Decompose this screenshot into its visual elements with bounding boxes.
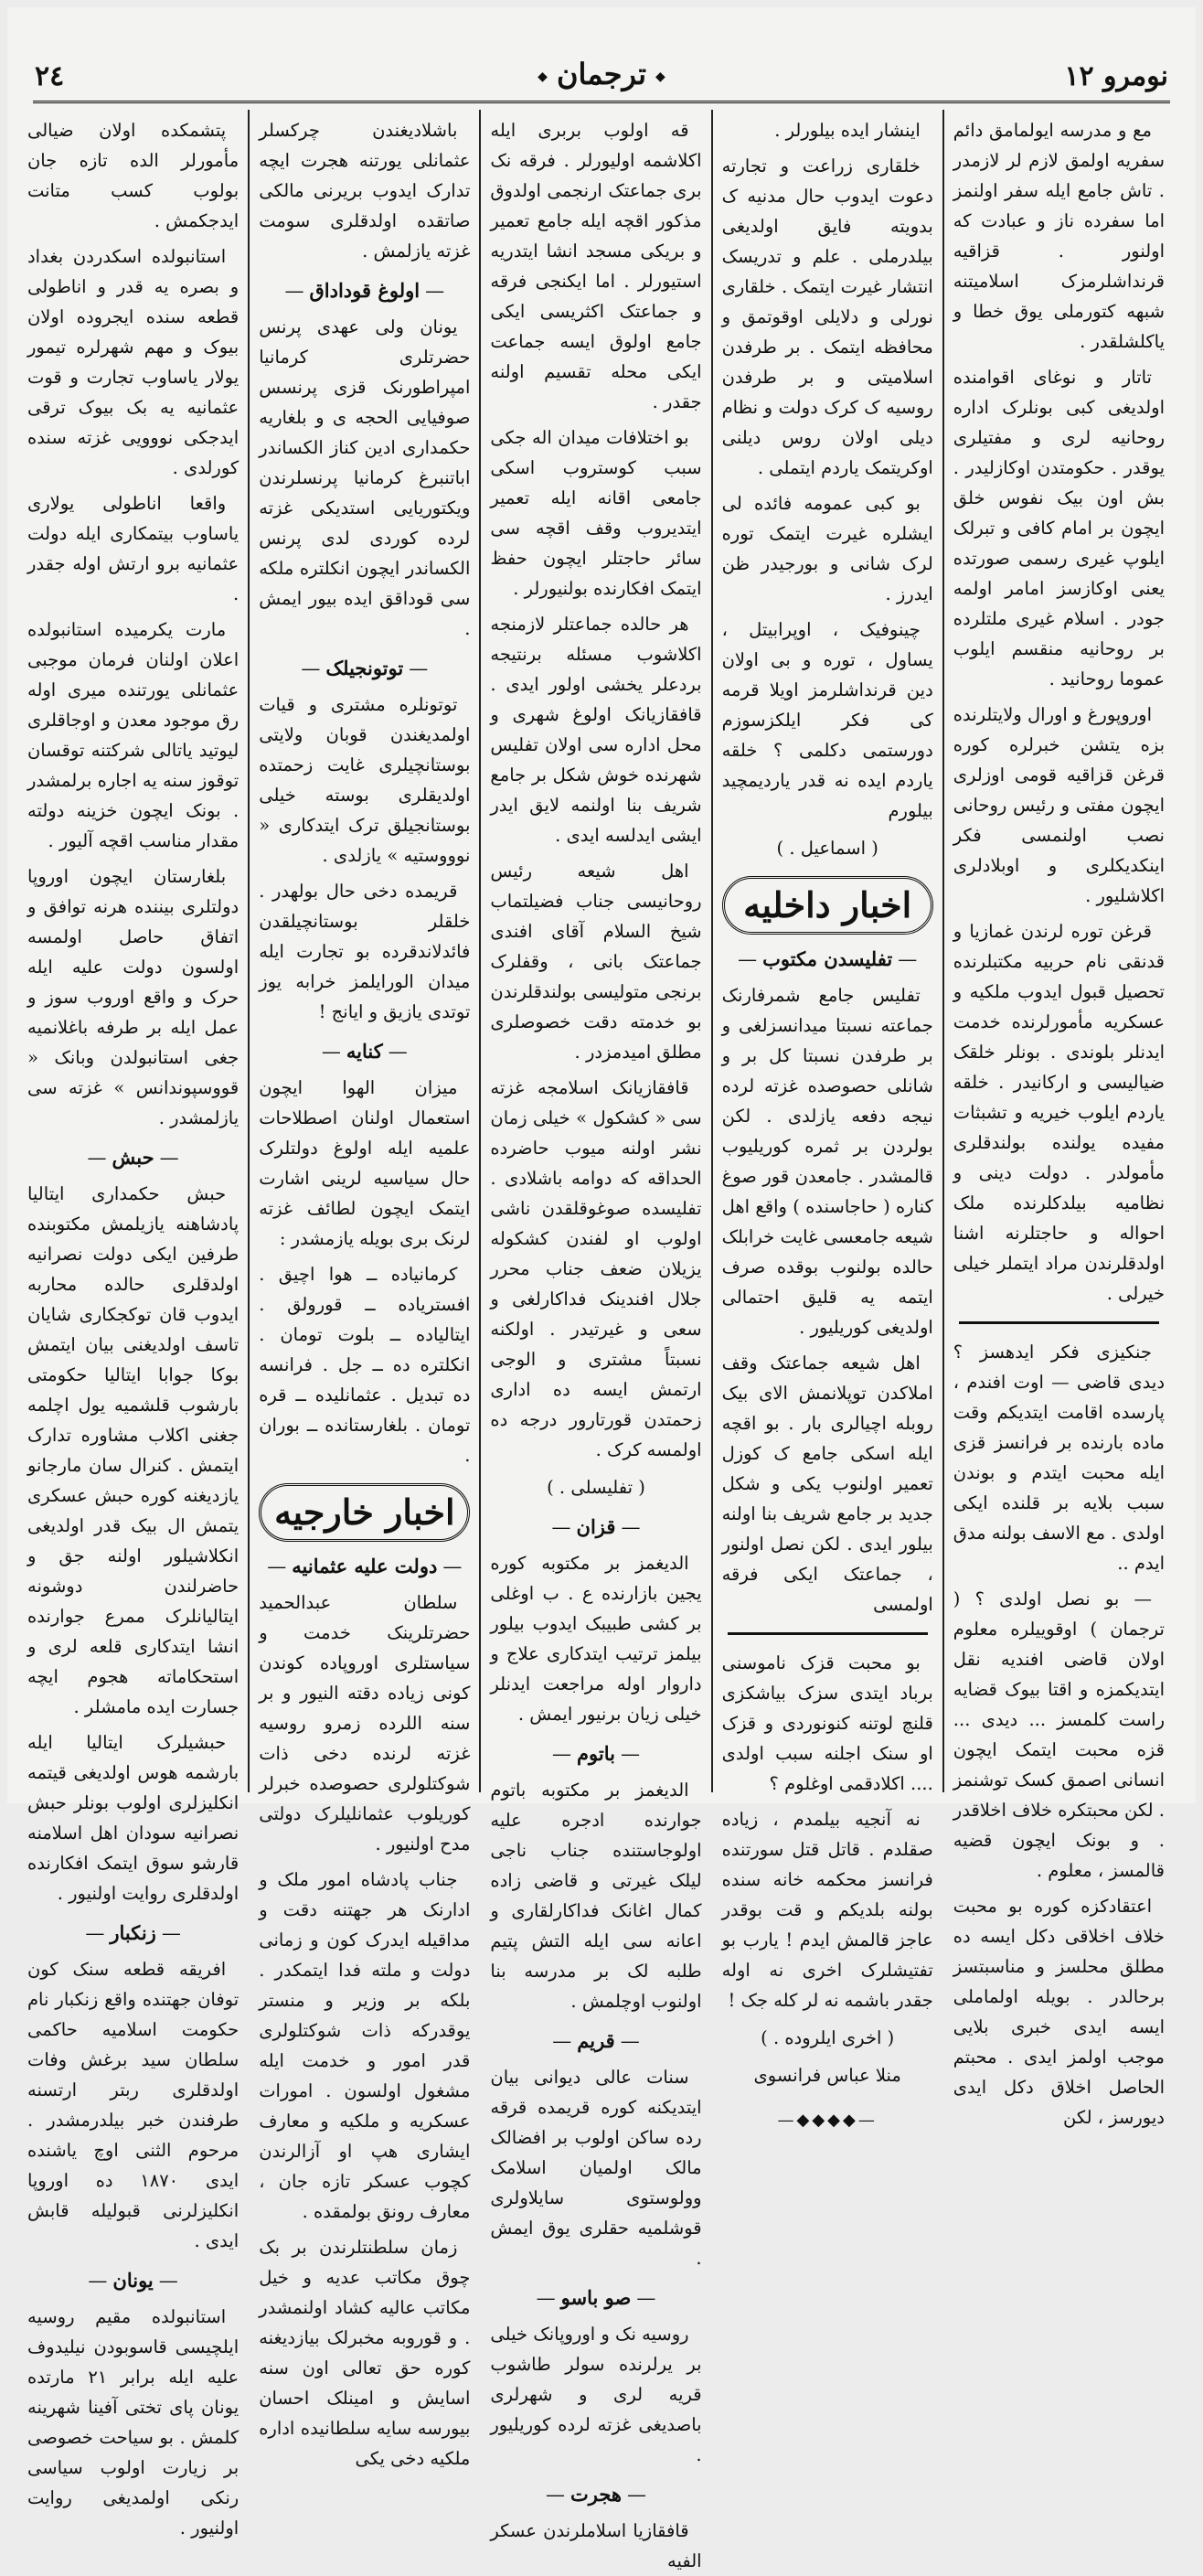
paragraph: الدیغمز بر مکتوبه کوره یجین بازارنده ع . ب اوغلی بر کشی طبیبک ایدوب بیلور بیلمز ترتیب ایتدکاری علاج و داروار اوله مراجعت ایدنلر خیلی زیان برنیور ایمش . bbox=[490, 1553, 702, 1725]
paragraph: بو محبت قزک ناموسنی برباد ایتدی سزک بیاشکزی قلنچ لوتنه کنونوردی و قزک او سنک اجلنه سبب اولدی .... اکلادقمی اوغلوم ؟ bbox=[721, 1652, 933, 1794]
page-number: ٢٤ bbox=[35, 60, 65, 92]
paragraph: سلطان عبدالحمید حضرتلرینک خدمت و سیاستلری اوروپاده کوندن کونی زیاده دقته النیور و بر سنه اللرده زمرو روسیه غزته لرنده دخی ذات شوکتلولری حصوصده خبرلر کوریلوب عثمانلیلرک دولتی مدح اولنیور . bbox=[259, 1592, 471, 1855]
section-heading: — باتوم — bbox=[490, 1738, 701, 1769]
paragraph: قه اولوب بربری ایله اکلاشمه اولیورلر . فرقه نک بری جماعتک ارنجمی اولدوق مذکور اقچه ایله جامع تعمیر و بریکی مسجد انشا ایتدریه استیورلر . اما ایکنجی فرقه و جماعتک اکثریسی ایکی جامع اولوق ایسه جماعت ایکی محله تقسیم اولنه جقدر . bbox=[490, 120, 702, 412]
section-heading: — قزان — bbox=[490, 1512, 701, 1543]
column-2 bbox=[711, 110, 942, 2130]
masthead-rule bbox=[33, 101, 1170, 103]
newspaper-page bbox=[7, 7, 1196, 2571]
signature: ( تفلیسلی . ) bbox=[547, 1477, 645, 1498]
paragraph: بو اختلافات میدان اله جکی سبب کوستروب اسکی جامعی اقانه ایله تعمیر ایتدیروب وقف اقچه سی سائر حاجتلر ایچون حفظ ایتمک افکارنده بولنیورلر . bbox=[490, 427, 702, 599]
continuation-note: ( اخری ایلروده . ) bbox=[761, 2027, 895, 2048]
paragraph: واقعا اناطولی یولاری یاساوب بیتمکاری ایله دولت عثمانیه برو ارتش اوله جقدر . bbox=[27, 493, 240, 604]
section-heading: — دولت علیه عثمانیه — bbox=[259, 1551, 470, 1582]
section-heading: — کنایه — bbox=[259, 1036, 470, 1067]
paragraph: افریقه قطعه سنک کون توفان جهتنده واقع زنکبار نام حکومت اسلامیه حاکمی سلطان سید برغش وفات اولدقلری ربتر ارتسنه طرفندن خبر بیلدرمشدر . مرحوم الثنی اوچ یاشنده ایدی ۱۸۷۰ ده اوروپا انکلیزلرنی قبولیله قابش ایدی . bbox=[27, 1959, 240, 2251]
section-heading-foreign-news: اخبار خارجیه bbox=[259, 1483, 470, 1542]
paragraph: استانبولده مقیم روسیه ایلچیسی قاسوبودن نیلیدوف علیه ایله برابر ۲۱ مارتده یونان پای تختی آفینا شهرینه کلمش . بو سیاحت خصوصی بر زیارت اولوب سیاسی رنکی اولمدیغی روایت اولنیور . bbox=[27, 2306, 240, 2539]
section-heading-domestic-news: اخبار داخلیه bbox=[722, 876, 933, 935]
divider bbox=[728, 1632, 928, 1635]
paragraph: نه آنجیه بیلمدم ، زیاده صقلدم . قاتل قتل سورتنده فرانسز محکمه خانه سنده بولنه بلدیکم و قت بوقدر عاجز قالمش ایدم ! یارب بو تفتیشلرک اخری نه اوله جقدر باشمه نه لر کله جک ! bbox=[721, 1809, 933, 2011]
paragraph: الدیغمز بر مکتوبه باتوم جوارنده ادجره علیه اولوجاستنده جناب ناجی لیلک غیرتی و قاضی زاده کمال اغانک فداکارلقاری و اعانه سی ایله التش پتیم طلبه لک بر مدرسه بنا اولنوب اوچلمش . bbox=[490, 1780, 702, 2012]
paragraph: قافقازیا اسلاملرندن عسکر الفیه bbox=[490, 2520, 702, 2571]
paragraph: مع و مدرسه ایولمامق دائم سفریه اولمق لازم لر لازمدر . تاش جامع ایله سفر اولنمز اما سفرده ناز و عبادت که اولنور . قزاقیه قرنداشلرمزک اسلامیتنه شبهه کتورملی یوق خطا و یاکلشلقدر . bbox=[953, 120, 1165, 352]
paragraph: باشلادیغندن چرکسلر عثمانلی یورتنه هجرت ایچه تدارک ایدوب بریرنی مالکی صاتقده اولدقلری سومت غزته یازلمش . bbox=[259, 120, 471, 262]
paragraph: کرمانیاده ــ هوا اچیق . افستریاده ــ قورولق . ایتالیاده ــ بلوت تومان . انکلتره ده ــ جل . فرانسه ده تبدیل . عثمانلیده ــ قره تومان . بلغارستانده ــ بوران . bbox=[259, 1264, 471, 1466]
paragraph: یونان ولی عهدی پرنس حضرتلری کرمانیا امپراطورنک قزی پرنسس صوفیایی الحجه ی و بلغاریه حکمداری ادین کناز الکساندر اباتنبرغ کرمانیا پرنسلرندن ویکتوریایی استدیکی غزته لرده کوردی لدی پرنس الکساندر ایچون انکلتره ملکه سی قوداقق ایده بیور ایمش . bbox=[259, 316, 471, 639]
paragraph: تفلیس جامع شمرفارنک جماعته نسبتا میدانسزلغی و بر طرفدن نسبتا کل بر و شانلی حصوصده غزته لرده نیجه دفعه یازلدی . لکن بولردن بر ثمره کوریلیوب قالمشدر . جامعدن قور صوغ کناره ( حاجاسنده ) واقع اهل شیعه جامعسی غایت خرابلک حالده بولنوب بوقده صرف ایتمه یه قلیق احتمالی اولدیغی کوریلیور . bbox=[721, 985, 933, 1338]
issue-number: نومرو ١٢ bbox=[1064, 60, 1168, 92]
newspaper-title: ◆ ترجمان ◆ bbox=[528, 57, 675, 91]
column-1 bbox=[942, 110, 1174, 2128]
section-heading: — هجرت — bbox=[490, 2479, 701, 2510]
paragraph: سنات عالی دیوانی بیان ایتدیکنه کوره قریمده قرقه رده ساکن اولوب بر افضالک مالک اولمیان اسلامک وولوستوی سایلاولری قوشلمیه حقلری یوق ایمش . bbox=[490, 2067, 702, 2269]
section-heading: — یونان — bbox=[27, 2265, 239, 2296]
paragraph: اعتقادکزه کوره بو محبت خلاف اخلاقی دکل ایسه ده مطلق محلسز و مناسبتسز برحالدر . بویله اولماملی ایسه ایدی خبری بلایی موجب اولمز ایدی . محبتم الحاصل اخلاق دکل ایدی دیورسز ، لکن bbox=[953, 1896, 1165, 2128]
paragraph: جنکیزی فکر ایدهسز ؟ دیدی قاضی — اوت افندم ، پارسده اقامت ایتدیکم وقت ماده بارنده بر فرانسز قزی ایله محبت ایتدم و بوندن سبب بلایه بر قلنده ایکی اولدی . مع الاسف بولنه مدق ایدم .. bbox=[953, 1341, 1165, 1574]
paragraph: جناب پادشاه امور ملک و ادارنک هر جهتنه دقت و مداقیله ایدرک کون و زمانی دولت و ملته فدا ایتمکدر . بلکه بر وزیر و منستر یوقدرکه ذات شوکتلولری قدر امور و خدمت ایله مشغول اولسون . امورات عسکریه و ملکیه و معارف ایشاری هپ او آزالرندن کچوب عسکر تازه جان ، معارف رونق بولمقده . bbox=[259, 1869, 471, 2222]
section-heading: — توتونجیلک — bbox=[259, 653, 470, 684]
paragraph: استانبولده اسکدردن بغداد و بصره یه قدر و اناطولی قطعه سنده ایجروده اولان بیوک و مهم شهرلره تیمور یولار یاساوب تجارت و قوت عثمانیه یه بک بیوک ترقی ایدجکی نووویی غزته سنده کورلدی . bbox=[27, 246, 240, 478]
paragraph: میزان الهوا ایچون استعمال اولنان اصطلاحات علمیه ایله اولوغ دولتلرک حال سیاسیه لرینی اشارت ایتمک ایچون لطائف غزته لرنک بری بویله یازمشدر : bbox=[259, 1077, 471, 1249]
paragraph: بو کبی عمومه فائده لی ایشلره غیرت ایتمک توره لرک شانی و بورجیدر ظن ایدرز . bbox=[721, 493, 933, 604]
columns bbox=[18, 110, 1174, 2571]
section-heading: — زنکبار — bbox=[27, 1918, 239, 1949]
signature: ( اسماعیل . ) bbox=[776, 838, 878, 859]
paragraph: هر حالده جماعتلر لازمنجه اکلاشوب مسئله برنتیجه بردعلر یخشی اولور ایدی . قافقازیانک اولوغ شهری و محل اداره سی اولان تفلیس شهرنده خوش شکل بر جامع شریف بنا اولنمه لایق ایدر ایشی ایدلسه ایدی . bbox=[490, 614, 702, 846]
paragraph: اهل شیعه جماعتک وقف املاکدن توپلانمش الای بیک روبله اچیالری بار . بو اقچه ایله اسکی جامع ک کوزل تعمیر اولنوب یکی و شکل جدید بر جامع شریف بنا اولنه بیلور ایدی . لکن نصل اولنور ، جماعتک ایکی فرقه اولمسی bbox=[721, 1352, 933, 1615]
column-5 bbox=[18, 110, 248, 2539]
section-heading: — تفلیسدن مکتوب — bbox=[722, 944, 933, 975]
paragraph: روسیه نک و اوروپانک خیلی بر یرلرنده سولر طاشوب قریه لری و شهرلری باصدیغی غزته لرده کوریلیور . bbox=[490, 2324, 702, 2465]
paragraph: اهل شیعه رئیس روحانیسی جناب فضیلتماب شیخ السلام آقای افندی جماعتک بانی ، وقفلرک برنجی متولیسی بولندقلرندن بو خدمته دقت خصوصلری مطلق امیدمزدر . bbox=[490, 860, 702, 1063]
column-3 bbox=[479, 110, 710, 2571]
paragraph: حبشیلرک ایتالیا ایله بارشمه هوس اولدیغی قیتمه انکلیزلری اولوب بونلر حبش نصرانیه سودان اهل اسلامنه قارشو سوق ایتمک افکارنده اولدقلری روایت اولنیور . bbox=[27, 1732, 240, 1904]
paragraph: پتشمکده اولان ضیالی مأمورلر الده تازه جان بولوب کسب متانت ایدجکمش . bbox=[27, 120, 240, 231]
paragraph: قرغن توره لرندن غمازیا و قدنقی نام حربیه مکتبلرنده تحصیل قبول ایدوب ملکیه و عسکریه مأمورلرنده خدمت ایدنلر بلوندی . بونلر خلقک ضیالیسی و ارکانیدر . خلقه یاردم ایلوب خیریه و تشبثات مفیده یولنده بولندقلری مأمولدر . دولت دینی و نظامیه بیلدکلرنده ملک احواله و حاجتلرنه اشنا اولدقلرندن مراد ایتملر خیلی خیرلی . bbox=[953, 921, 1165, 1304]
paragraph: بلغارستان ایچون اوروپا دولتلری بیننده هرنه توافق و اتفاق حاصل اولمسه اولسون دولت علیه ایله حرک و واقع اوروب سوز و عمل ایله بر طرفه باغلانمیه جغی استانبولدن وبانک « قووسپوندانس » غزته سی یازلمشدر . bbox=[27, 866, 240, 1128]
paragraph: چینوفیک ، اوپرابیتل ، یساول ، توره و بی اولان دین قرنداشلرمز اویلا قرمه کی فکر ایلکزسوزم دورستمی دکلمی ؟ خلقه یاردم ایده نه قدر یاردیمچید بیلورم bbox=[721, 619, 933, 821]
paragraph: مارت یکرمیده استانبولده اعلان اولنان فرمان موجبی عثمانلی یورتنده میری اوله رق موجود معدن و اوجاقلری لیوتید یاتالی شرکتنه توقسان توقوز سنه یه اجاره برلمشدر . بونک ایچون خزینه دولته مقدار مناسب اقچه آلیور . bbox=[27, 619, 240, 851]
paragraph: خلقاری زراعت و تجارته دعوت ایدوب حال مدنیه ک بدویته فایق اولدیغی بیلدرملی . علم و تدریسک انتشار غیرت ایتمک . خلقاری نورلی و دلایلی اوقوتمق و محافظه ایتمک . بر طرفدن اسلامیتی و بر طرفدن روسیه ک کرک دولت و نظام دیلی اولان روس دیلنی اوکریتمک یاردم ایتملی . bbox=[721, 155, 933, 478]
paragraph: اینشار ایده بیلورلر . bbox=[774, 120, 921, 141]
paragraph: تاتار و نوغای اقوامنده اولدیغی کبی بونلرک اداره روحانیه لری و مفتیلری یوقدر . حکومتدن اوکازلیدر . بش اون بیک نفوس خلق ایچون بر امام کافی و تبرلک ایلوپ غیری رسمی صورتده یعنی اوکازسز امامر اولمه جودر . اسلام غیری ملتلرده بر روحانیه منقسم ایلوب عموما روحانید . bbox=[953, 367, 1165, 689]
ornament: —◆◆◆◆— bbox=[777, 2111, 878, 2130]
paragraph: توتونلره مشتری و قیات اولمدیغندن قوبان ولایتی بوستانچیلری غایت زحمتده اولدیقلری بوسته خیلی بوستانجیلق ترک ایتدکاری « نوووستیه » یازلدی . bbox=[259, 694, 471, 866]
paragraph: اوروپورغ و اورال ولایتلرنده بزه یتشن خبرلره کوره قرغن قزاقیه قومی اوزلری ایچون مفتی و رئیس روحانی نصب اولنمسی فکر اینکدیکلری و اوبلادلری اکلاشلیور . bbox=[953, 704, 1165, 906]
section-heading: — حبش — bbox=[27, 1142, 239, 1173]
section-heading: — قریم — bbox=[490, 2026, 701, 2057]
column-4 bbox=[248, 110, 479, 2469]
divider bbox=[959, 1321, 1159, 1324]
paragraph: قافقازیانک اسلامجه غزته سی « کشکول » خیلی زمان نشر اولنه میوب حاضرده الحداقه که دوامه باشلادی . تفلیسده صوغوقلقدن ناشی اولوب او لفندن کشکوله یزیلان ضعف جناب محرر جلال افندینک فداکارلغی و سعی و غیرتیدر . اولکنه نسبتاً مشتری و الوجی ارتمش ایسه ده اداری زحمتدن قورتارور درجه ده اولمسه کرک . bbox=[490, 1077, 702, 1460]
paragraph: — بو نصل اولدی ؟ ( ترجمان ) اوقوییلره معلوم اولان قاضی افندیه نقل ایتدیکمزه و اقتا بیوک قضایه راست کلمسز ... دیدی ... قزه محبت ایتمک ایچون انسانی اصمق کسک توشنمز . لکن محبتکره خلاف اخلاقدر . و بونک ایچون قضیه قالمسز ، معلوم . bbox=[953, 1588, 1165, 1881]
section-heading: — اولوغ قوداداق — bbox=[259, 275, 470, 306]
paragraph: حبش حکمداری ایتالیا پادشاهنه یازیلمش مکتوبنده طرفین ایکی دولت نصرانیه اولدقلری حالده محاربه ایدوب قان توکجکاری شایان تاسف اولدیغنی بیان ایتمش بوکا جوابا ایتالیا حکومتی بارشوب قلشمیه یول اچلمه جغنی اکلاب مشاوره تدارک ایتمش . کنرال سان مارجانو یازدیغنه کوره حبش عسکری یتمش ال بیک قدر اولدیغی انکلاشیلور اولنه جق و حاضرلندن دوشونه ایتالیانلرک ممرع جوارنده انشا ایتدکاری قلعه لری و استحکاماته هجوم ایچه جسارت ایده مامشلر . bbox=[27, 1183, 240, 1717]
author-signature: منلا عباس فرانسوی bbox=[753, 2065, 901, 2086]
masthead bbox=[35, 55, 1168, 99]
paragraph: قریمده دخی حال بولهدر . خلقلر بوستانچیلقدن فائدلاندقرده بو تجارت ایله میدان الورایلمز خرابه یوز توتدی یازیق و ایانج ! bbox=[259, 881, 471, 1022]
paragraph: زمان سلطنتلرندن بر بک چوق مکاتب عدیه و خیل مکاتب عالیه کشاد اولنمشدر . و قوروبه مخبرلک بیازدیغنه کوره حق تعالی اون سنه اسایش و امینلک احسان بیورسه سایه سلطانیده اداره ملکیه دخی یکی bbox=[259, 2237, 471, 2469]
section-heading: — صو باسو — bbox=[490, 2282, 701, 2314]
